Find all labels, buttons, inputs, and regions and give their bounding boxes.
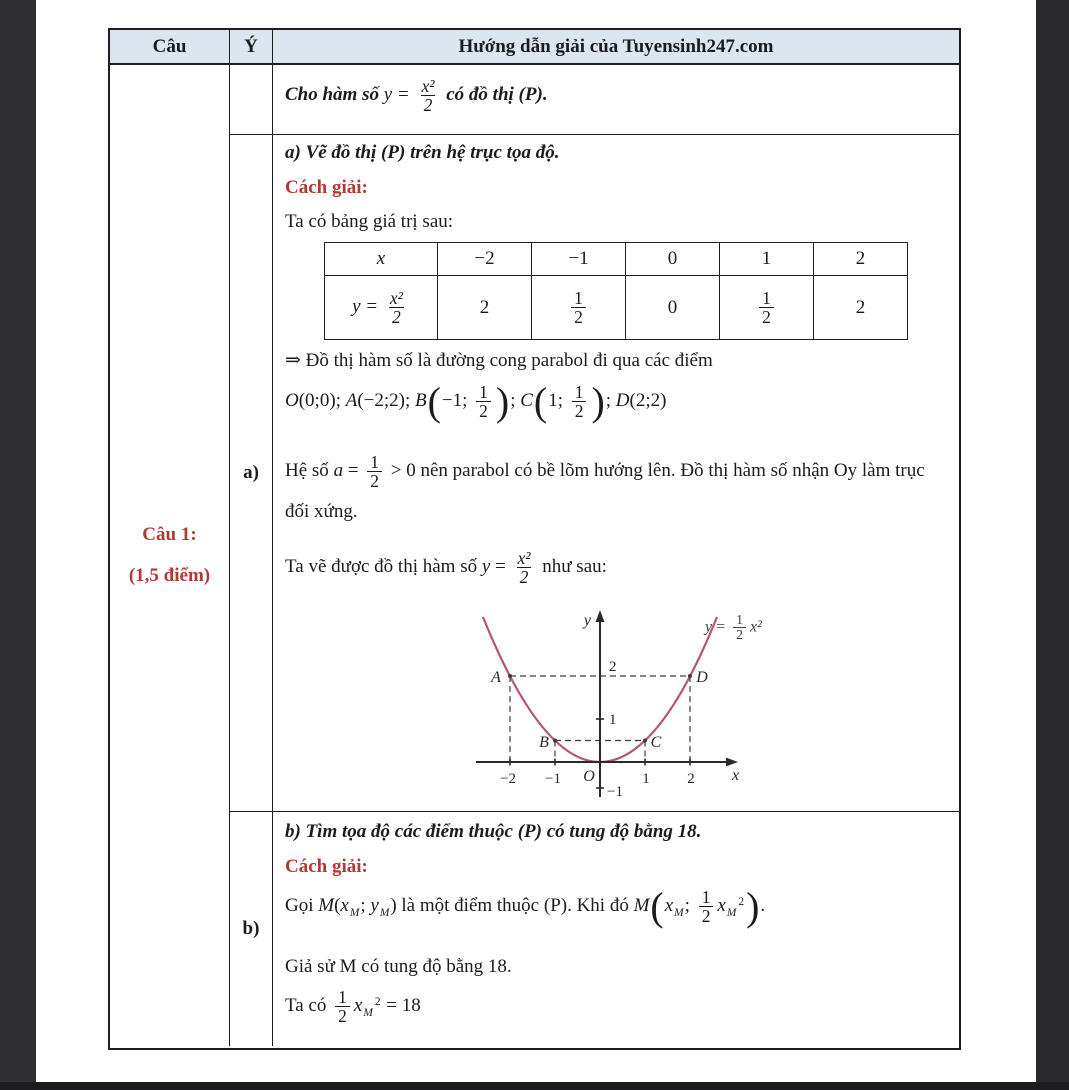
x-tick-minus1: −1: [545, 771, 561, 787]
solution-table: [108, 28, 961, 1050]
part-b-title: b) Tìm tọa độ các điểm thuộc (P) có tung độ bằng 18.: [285, 821, 702, 842]
value-table-y-header: y = $\frac{\text{x²}}{2}$: [325, 276, 438, 340]
y-axis-label: y: [583, 612, 591, 629]
draw-line: Ta vẽ được đồ thị hàm số y = $\frac{\text{x²}}{2}$ như sau:: [285, 548, 607, 588]
origin-label: O: [583, 768, 595, 785]
x-axis-arrow-icon: [726, 758, 738, 767]
y-value: 2: [814, 276, 908, 340]
x-value: −2: [438, 243, 532, 276]
header-cell-cau: Câu: [110, 30, 230, 63]
value-table-x-row: [325, 243, 908, 276]
part-a-method-label: Cách giải:: [285, 177, 368, 198]
question-column: [110, 65, 230, 1046]
part-a-cell: [273, 135, 959, 812]
points-line: O(0;0); A(−2;2); B(−1; $\frac{1}{2}$ ); C(1; $\frac{1}{2}$ ); D(2;2): [285, 378, 667, 424]
y-value: 0: [626, 276, 720, 340]
part-cell-intro: [230, 65, 272, 135]
part-cell-b: b): [242, 918, 260, 939]
y-value: $\frac{1}{2}$: [720, 276, 814, 340]
x-tick-minus2: −2: [500, 771, 516, 787]
coefficient-paragraph: Hệ số a = $\frac{1}{2}$ > 0 nên parabol có bề lõm hướng lên. Đồ thị hàm số nhận Oy làm trục đối xứng.: [285, 451, 925, 522]
parabola-figure: [439, 605, 773, 807]
curve-equation-label: y = $\frac{1}{2}$ x²: [705, 612, 762, 643]
assume-line: Giả sử M có tung độ bằng 18.: [285, 956, 512, 977]
header-cell-y: Ý: [230, 30, 273, 63]
value-table-y-row: [325, 276, 908, 340]
point-m-line: Gọi $M(x_M$; $y_M$) là một điểm thuộc (P). Khi đó $M(x_M$; $\frac{1}{2}$ $x_M^2$).: [285, 883, 766, 929]
part-b-method-label: Cách giải:: [285, 856, 368, 877]
x-tick-2: 2: [687, 771, 695, 787]
bottom-dark-strip: [0, 1082, 1069, 1090]
content-column: [273, 65, 959, 1046]
value-table-x-header: x: [325, 243, 438, 276]
right-dark-bar: [1036, 0, 1069, 1090]
part-column: [230, 65, 273, 1046]
value-table-intro: Ta có bảng giá trị sau:: [285, 211, 454, 232]
question-number: Câu 1:: [142, 523, 197, 545]
y-tick-1: 1: [609, 712, 617, 728]
x-tick-1: 1: [642, 771, 650, 787]
y-value: $\frac{1}{2}$: [532, 276, 626, 340]
part-b-cell: [273, 812, 959, 1046]
point-label-D: D: [696, 669, 708, 686]
parabola-note: ⇒ Đồ thị hàm số là đường cong parabol đi qua các điểm: [285, 350, 713, 371]
part-a-title: a) Vẽ đồ thị (P) trên hệ trục tọa độ.: [285, 142, 560, 163]
table-header-row: [110, 30, 959, 65]
header-cell-guide: Hướng dẫn giải của Tuyensinh247.com: [458, 35, 774, 57]
part-cell-a: a): [230, 135, 272, 812]
left-dark-bar: [0, 0, 36, 1090]
x-value: −1: [532, 243, 626, 276]
point-label-B: B: [539, 734, 549, 751]
y-value: 2: [438, 276, 532, 340]
x-value: 1: [720, 243, 814, 276]
x-value: 2: [814, 243, 908, 276]
y-axis-arrow-icon: [596, 610, 605, 622]
intro-cell: [273, 65, 959, 135]
x-value: 0: [626, 243, 720, 276]
x-axis-label: x: [732, 767, 740, 784]
equation-line: Ta có $\frac{1}{2}$ $x_M^2 = 18$: [285, 987, 421, 1027]
question-label: [129, 524, 210, 588]
y-tick-2: 2: [609, 659, 617, 675]
point-label-C: C: [650, 734, 662, 751]
point-label-A: A: [491, 669, 501, 686]
y-tick-minus1: −1: [607, 784, 623, 800]
question-points: (1,5 điểm): [128, 564, 211, 586]
problem-statement: Cho hàm số y = $\frac{\text{x²}}{2}$ có đồ thị (P).: [285, 76, 548, 116]
value-table: [324, 242, 908, 340]
